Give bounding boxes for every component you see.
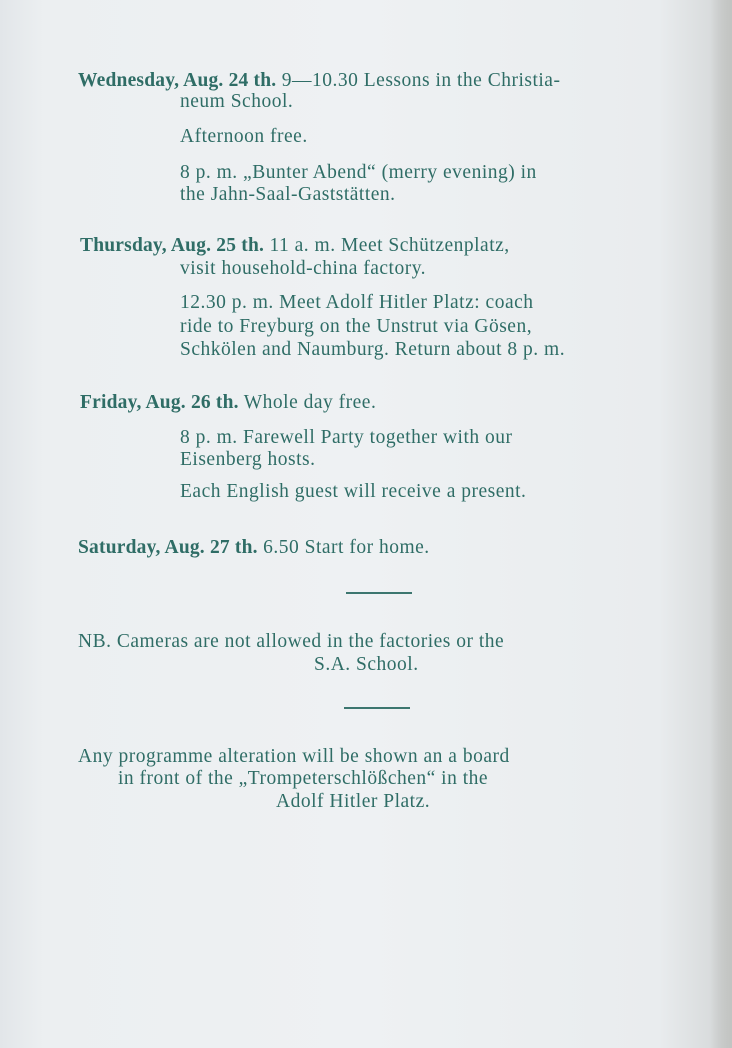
section-divider	[346, 592, 412, 594]
wednesday-entry	[78, 70, 678, 92]
wednesday-lessons-text: 9—10.30 Lessons in the Christia-	[281, 70, 561, 91]
thursday-entry	[80, 235, 680, 257]
thursday-meeting-text: 11 a. m. Meet Schützenplatz,	[269, 235, 510, 256]
saturday-departure-text: 6.50 Start for home.	[263, 537, 430, 558]
friday-entry	[80, 392, 680, 414]
friday-present-note: Each English guest will receive a present.	[180, 481, 527, 502]
friday-heading: Friday, Aug. 26 th.	[80, 392, 239, 413]
saturday-heading: Saturday, Aug. 27 th.	[78, 537, 258, 558]
saturday-entry	[78, 537, 678, 559]
thursday-coach-ride: 12.30 p. m. Meet Adolf Hitler Platz: coach	[180, 292, 534, 313]
wednesday-lessons-continued: neum School.	[180, 91, 294, 112]
alteration-notice-continued: in front of the „Trompeterschlößchen“ in the	[118, 768, 489, 789]
thursday-factory-visit: visit household-china factory.	[180, 258, 427, 279]
wednesday-evening: 8 p. m. „Bunter Abend“ (merry evening) in	[180, 162, 537, 183]
thursday-coach-route: ride to Freyburg on the Unstrut via Gösen,	[180, 316, 533, 337]
wednesday-evening-continued: the Jahn-Saal-Gaststätten.	[180, 184, 396, 205]
alteration-notice: Any programme alteration will be shown an a board	[78, 746, 510, 767]
wednesday-heading: Wednesday, Aug. 24 th.	[78, 70, 277, 91]
friday-free-text: Whole day free.	[243, 392, 377, 413]
nb-cameras-note-continued: S.A. School.	[314, 654, 419, 675]
friday-farewell-party: 8 p. m. Farewell Party together with our	[180, 427, 513, 448]
wednesday-afternoon: Afternoon free.	[180, 126, 308, 147]
thursday-coach-return: Schkölen and Naumburg. Return about 8 p. m.	[180, 339, 566, 360]
friday-farewell-party-continued: Eisenberg hosts.	[180, 449, 316, 470]
alteration-notice-location: Adolf Hitler Platz.	[276, 791, 431, 812]
nb-cameras-note: NB. Cameras are not allowed in the factories or the	[78, 631, 505, 652]
thursday-heading: Thursday, Aug. 25 th.	[80, 235, 265, 256]
section-divider	[344, 707, 410, 709]
page-edge-shadow	[710, 0, 732, 1048]
